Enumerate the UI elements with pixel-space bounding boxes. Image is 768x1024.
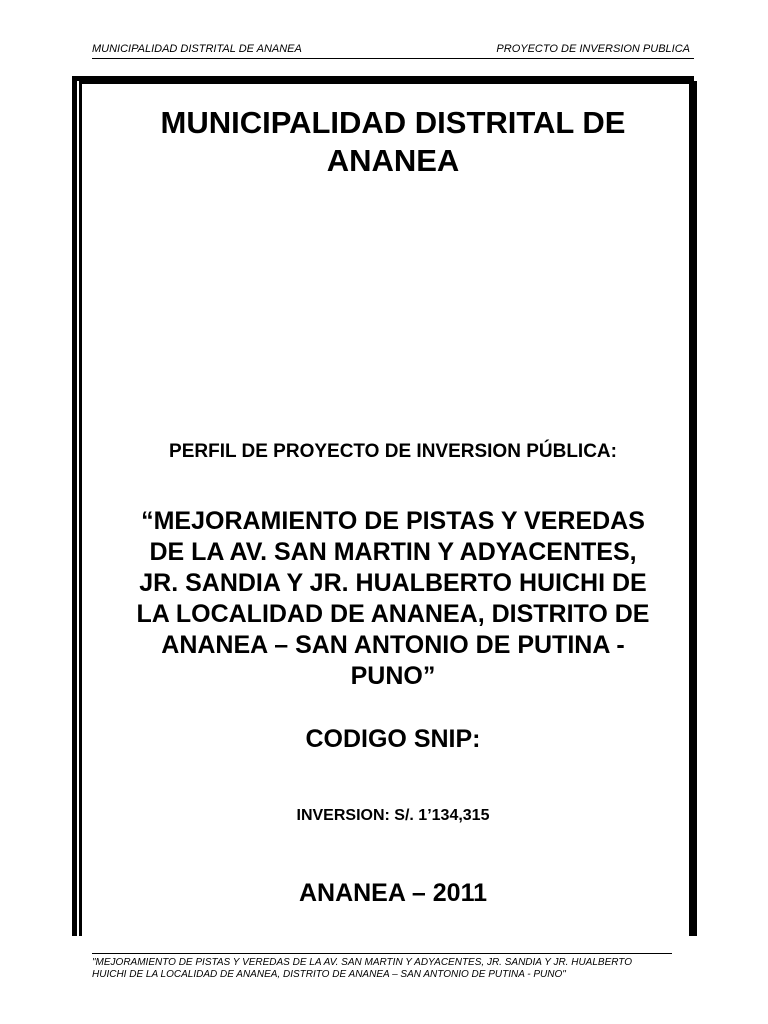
project-name-line: ANANEA – SAN ANTONIO DE PUTINA - <box>161 631 625 659</box>
page-footer <box>92 953 672 981</box>
cover-title-line-1: MUNICIPALIDAD DISTRITAL DE <box>160 105 626 140</box>
inversion-amount: INVERSION: S/. 1’134,315 <box>296 807 490 824</box>
header-left-text: MUNICIPALIDAD DISTRITAL DE ANANEA <box>92 43 302 55</box>
project-name-line: DE LA AV. SAN MARTIN Y ADYACENTES, <box>149 538 637 566</box>
project-name-line: LA LOCALIDAD DE ANANEA, DISTRITO DE <box>136 600 650 628</box>
project-name <box>92 506 694 692</box>
footer-line-2: HUICHI DE LA LOCALIDAD DE ANANEA, DISTRITO DE ANANEA – SAN ANTONIO DE PUTINA - PUNO" <box>92 969 566 980</box>
project-name-line: JR. SANDIA Y JR. HUALBERTO HUICHI DE <box>139 569 647 597</box>
perfil-heading: PERFIL DE PROYECTO DE INVERSION PÚBLICA: <box>169 441 617 462</box>
codigo-snip-label: CODIGO SNIP: <box>305 725 481 753</box>
footer-line-1: "MEJORAMIENTO DE PISTAS Y VEREDAS DE LA AV. SAN MARTIN Y ADYACENTES, JR. SANDIA Y JR. HUALBERTO <box>92 957 632 968</box>
place-year: ANANEA – 2011 <box>298 879 488 907</box>
project-name-line: “MEJORAMIENTO DE PISTAS Y VEREDAS <box>141 507 645 535</box>
cover-title <box>92 104 694 180</box>
cover-title-line-2: ANANEA <box>326 143 460 178</box>
header-right-text: PROYECTO DE INVERSION PUBLICA <box>496 43 690 55</box>
project-name-line: PUNO” <box>350 662 436 690</box>
frame-border-right-inner <box>694 83 697 936</box>
page-header <box>92 42 694 59</box>
